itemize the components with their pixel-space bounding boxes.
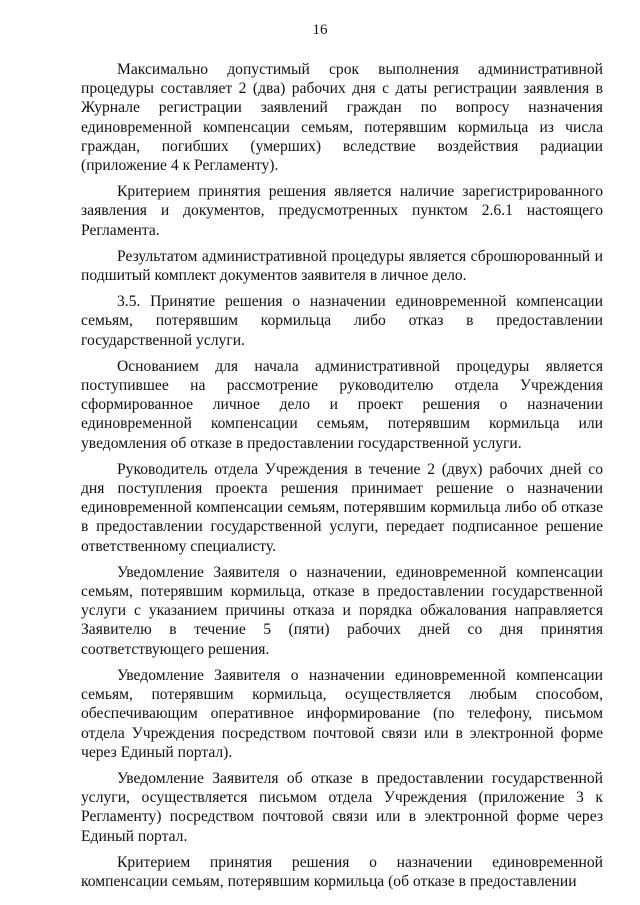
paragraph-procedure-basis: Основанием для начала административной процедуры является поступившее на рассмотрение руководителю отдела Учреждения сформированное личное дело и проект решения о назначении единовременной компенсации семьям, потерявшим кормильца или уведомления об отказе в предоставлении государственной услуги. [81, 357, 603, 452]
paragraph-applicant-notification: Уведомление Заявителя о назначении, единовременной компенсации семьям, потерявшим кормильца, отказе в предоставлении государственной услуги с указанием причины отказа и порядка обжалования направляется Заявителю в течение 5 (пяти) рабочих дней со дня принятия соответствующего решения. [81, 563, 603, 658]
page-number: 16 [312, 22, 328, 38]
paragraph-head-of-department: Руководитель отдела Учреждения в течение 2 (двух) рабочих дней со дня поступления проекта решения принимает решение о назначении единовременной компенсации семьям, потерявшим кормильца либо об отказе в предоставлении государственной услуги, передает подписанное решение ответственному специалисту. [81, 460, 603, 555]
paragraph-decision-criterion: Критерием принятия решения является наличие зарегистрированного заявления и документов, предусмотренных пунктом 2.6.1 настоящего Регламента. [81, 183, 603, 239]
paragraph-decision-criterion-continued: Критерием принятия решения о назначении единовременной компенсации семьям, потерявшим кормильца (об отказе в предоставлении [81, 853, 603, 890]
paragraph-refusal-notification: Уведомление Заявителя об отказе в предоставлении государственной услуги, осуществляется письмом отдела Учреждения (приложение 3 к Регламенту) посредством почтовой связи или в электронной форме через Единый портал. [81, 769, 603, 845]
section-heading-3-5: 3.5. Принятие решения о назначении единовременной компенсации семьям, потерявшим кормильца либо отказ в предоставлении государственной услуги. [81, 293, 603, 349]
document-body [81, 60, 603, 898]
paragraph-procedure-result: Результатом административной процедуры является сброшюрованный и подшитый комплект документов заявителя в личное дело. [81, 247, 603, 285]
paragraph-max-duration: Максимально допустимый срок выполнения административной процедуры составляет 2 (два) рабочих дня с даты регистрации заявления в Журнале регистрации заявлений граждан по вопросу назначения единовременной компенсации семьям, потерявшим кормильца из числа граждан, погибших (умерших) вследствие воздействия радиации (приложение 4 к Регламенту). [81, 61, 603, 175]
paragraph-notification-method: Уведомление Заявителя о назначении единовременной компенсации семьям, потерявшим кормильца, осуществляется любым способом, обеспечивающим оперативное информирование (по телефону, письмом отдела Учреждения посредством почтовой связи или в электронной форме через Единый портал). [81, 666, 603, 761]
